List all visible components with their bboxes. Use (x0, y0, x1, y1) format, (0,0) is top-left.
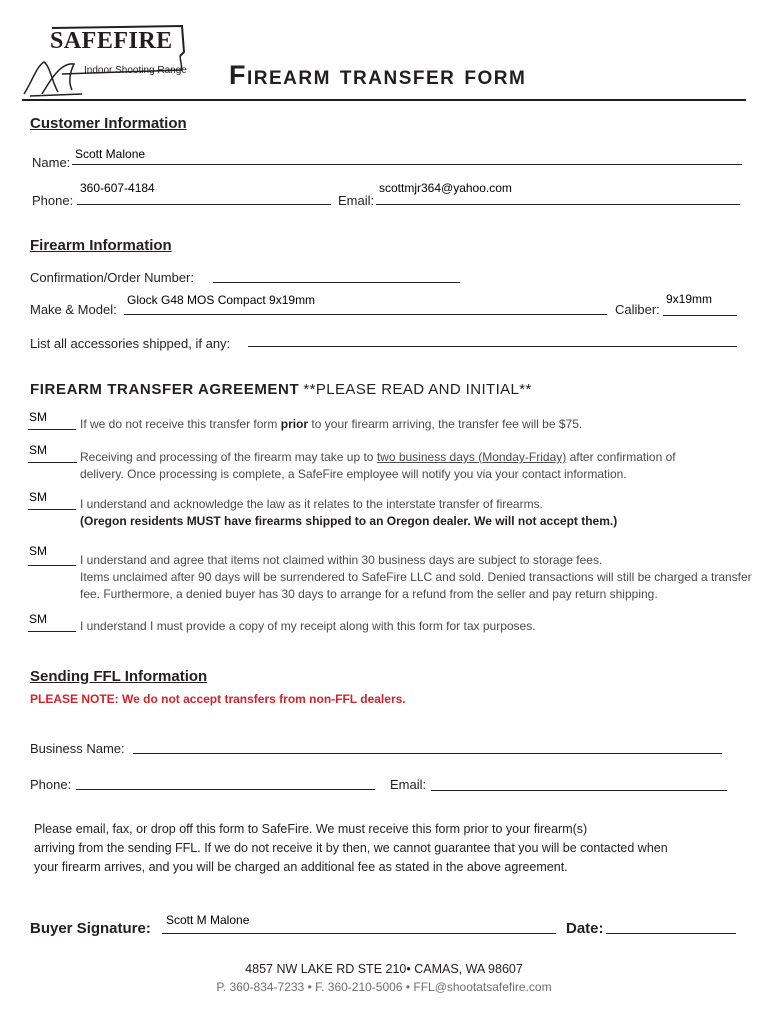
footer-address: 4857 NW LAKE RD STE 210• CAMAS, WA 98607 (245, 962, 523, 976)
agreement-item-1-pre: If we do not receive this transfer form (80, 417, 281, 431)
instructions-paragraph (34, 820, 668, 877)
agreement-heading: FIREARM TRANSFER AGREEMENT (30, 381, 300, 398)
caliber-field[interactable]: 9x19mm (666, 292, 713, 306)
caliber-label: Caliber: (615, 302, 660, 317)
form-title: Firearm transfer form (229, 60, 527, 90)
instructions-line-2: arriving from the sending FFL. If we do not receive it by then, we cannot guarantee that you will be contacted when (34, 841, 668, 855)
agreement-item-3-bold: (Oregon residents MUST have firearms shipped to an Oregon dealer. We will not accept them.) (80, 514, 618, 528)
instructions-line-1: Please email, fax, or drop off this form to SafeFire. We must receive this form prior to your firearm(s) (34, 822, 588, 836)
make-model-field[interactable]: Glock G48 MOS Compact 9x19mm (127, 293, 316, 307)
initial-1-line (28, 429, 76, 430)
agreement-item-5 (80, 618, 536, 635)
phone-field[interactable]: 360-607-4184 (80, 181, 155, 195)
agreement-item-2 (80, 449, 676, 483)
agreement-item-4 (80, 552, 752, 603)
agreement-heading-row (30, 381, 532, 398)
initial-2-value[interactable]: SM (29, 443, 47, 457)
agreement-item-4-line2: Items unclaimed after 90 days will be surrendered to SafeFire LLC and sold. Denied transactions will still be charged a transfer (80, 570, 752, 584)
customer-heading: Customer Information (30, 115, 187, 132)
agreement-item-2-pre: Receiving and processing of the firearm may take up to (80, 450, 377, 464)
agreement-item-2-post: after confirmation of (566, 450, 676, 464)
date-line (606, 933, 736, 934)
initial-4-value[interactable]: SM (29, 544, 47, 558)
initial-4-line (28, 565, 76, 566)
instructions-line-3: your firearm arrives, and you will be charged an additional fee as stated in the above agreement. (34, 860, 568, 874)
make-model-line (124, 314, 607, 315)
buyer-signature-line (162, 933, 556, 934)
title-divider (22, 99, 746, 101)
accessories-label: List all accessories shipped, if any: (30, 336, 231, 351)
phone-line (77, 204, 331, 205)
logo-tagline: Indoor Shooting Range (84, 65, 187, 76)
ffl-note: PLEASE NOTE: We do not accept transfers from non-FFL dealers. (30, 692, 406, 706)
agreement-item-1-post: to your firearm arriving, the transfer fee will be $75. (308, 417, 583, 431)
agreement-item-5-text: I understand I must provide a copy of my receipt along with this form for tax purposes. (80, 619, 536, 633)
buyer-signature-label: Buyer Signature: (30, 920, 151, 937)
initial-1-value[interactable]: SM (29, 410, 47, 424)
confirmation-label: Confirmation/Order Number: (30, 270, 194, 285)
confirmation-line (213, 282, 460, 283)
name-field[interactable]: Scott Malone (75, 147, 146, 161)
accessories-line (248, 346, 737, 347)
ffl-phone-line (76, 789, 375, 790)
business-name-line (133, 753, 722, 754)
agreement-item-1-bold: prior (280, 417, 309, 431)
caliber-line (663, 315, 737, 316)
initial-5-line (28, 631, 76, 632)
firearm-heading: Firearm Information (30, 237, 172, 254)
footer-contact: P. 360-834-7233 • F. 360-210-5006 • FFL@shootatsafefire.com (216, 980, 552, 994)
safefire-logo (22, 22, 190, 98)
email-label: Email: (338, 193, 375, 208)
ffl-email-label: Email: (390, 777, 427, 792)
make-model-label: Make & Model: (30, 302, 117, 317)
agreement-heading-note: **PLEASE READ AND INITIAL** (303, 381, 532, 398)
agreement-item-4-text: I understand and agree that items not claimed within 30 business days are subject to storage fees. (80, 553, 603, 567)
agreement-item-2-line2: delivery. Once processing is complete, a SafeFire employee will notify you via your contact information. (80, 467, 627, 481)
phone-label: Phone: (32, 193, 74, 208)
ffl-phone-label: Phone: (30, 777, 72, 792)
agreement-item-3-text: I understand and acknowledge the law as it relates to the interstate transfer of firearms. (80, 497, 543, 511)
initial-3-value[interactable]: SM (29, 490, 47, 504)
logo-brand: SAFEFIRE (50, 28, 173, 54)
agreement-item-4-line3: fee. Furthermore, a denied buyer has 30 days to arrange for a refund from the seller and pay return shipping. (80, 587, 658, 601)
initial-3-line (28, 509, 76, 510)
email-field[interactable]: scottmjr364@yahoo.com (379, 181, 512, 195)
business-name-label: Business Name: (30, 741, 125, 756)
initial-2-line (28, 462, 77, 463)
agreement-item-3 (80, 496, 617, 530)
initial-5-value[interactable]: SM (29, 612, 47, 626)
ffl-heading: Sending FFL Information (30, 668, 208, 685)
name-label: Name: (32, 155, 71, 170)
ffl-email-line (431, 790, 727, 791)
name-line (72, 164, 742, 165)
date-label: Date: (566, 920, 604, 937)
agreement-item-1 (80, 416, 582, 433)
email-line (376, 204, 740, 205)
agreement-item-2-underline: two business days (Monday-Friday) (376, 450, 567, 464)
buyer-signature-field[interactable]: Scott M Malone (166, 913, 250, 927)
